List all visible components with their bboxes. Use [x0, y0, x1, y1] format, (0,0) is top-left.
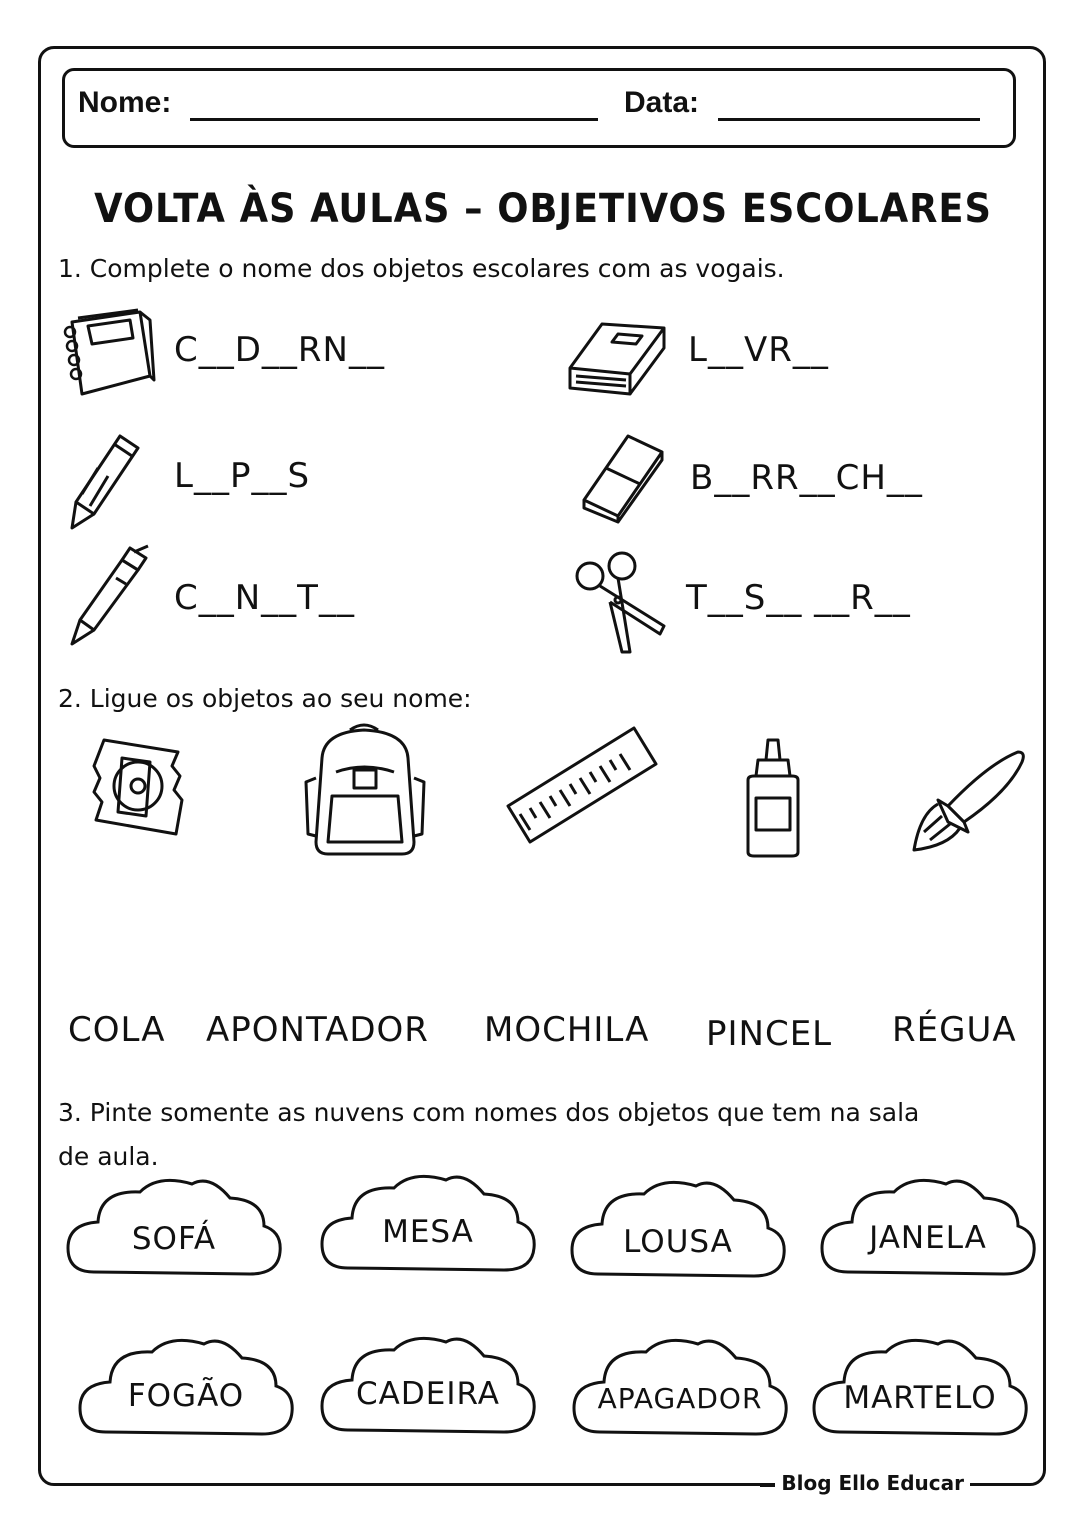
scissors-icon [572, 548, 668, 656]
cloud-martelo[interactable]: MARTELO [810, 1336, 1030, 1446]
cloud-janela[interactable]: JANELA [818, 1176, 1038, 1286]
word-notebook: C__D__RN__ [174, 330, 385, 370]
cloud-apagador[interactable]: APAGADOR [570, 1336, 790, 1446]
ruler-icon [506, 724, 658, 850]
sharpener-icon [92, 736, 188, 838]
eraser-icon [578, 430, 668, 522]
option-cola[interactable]: COLA [68, 1010, 166, 1050]
word-pen: C__N__T__ [174, 578, 355, 618]
page-title: VOLTA ÀS AULAS – OBJETIVOS ESCOLARES [94, 186, 992, 232]
book-icon [566, 320, 670, 398]
pen-icon [68, 544, 154, 648]
word-pencil: L__P__S [174, 456, 311, 496]
cloud-fogao[interactable]: FOGÃO [76, 1336, 296, 1446]
backpack-icon [302, 722, 428, 858]
question-3-prompt-line1: 3. Pinte somente as nuvens com nomes dos objetos que tem na sala [58, 1098, 920, 1127]
word-book: L__VR__ [688, 330, 829, 370]
name-field[interactable] [190, 118, 598, 121]
footer-credit: Blog Ello Educar [775, 1471, 970, 1495]
cloud-mesa[interactable]: MESA [318, 1172, 538, 1282]
date-label: Data: [624, 86, 700, 119]
option-regua[interactable]: RÉGUA [892, 1010, 1017, 1050]
header-box [62, 68, 1016, 148]
date-field[interactable] [718, 118, 980, 121]
question-3-prompt-line2: de aula. [58, 1142, 159, 1171]
option-apontador[interactable]: APONTADOR [206, 1010, 429, 1050]
cloud-sofa[interactable]: SOFÁ [64, 1176, 284, 1286]
pencil-icon [68, 432, 144, 532]
word-scissors: T__S__ __R__ [686, 578, 911, 618]
glue-icon [744, 736, 802, 860]
paintbrush-icon [908, 748, 1028, 856]
cloud-lousa[interactable]: LOUSA [568, 1178, 788, 1288]
notebook-icon [58, 308, 154, 400]
cloud-cadeira[interactable]: CADEIRA [318, 1334, 538, 1444]
question-2-prompt: 2. Ligue os objetos ao seu nome: [58, 684, 472, 713]
name-label: Nome: [78, 86, 172, 119]
option-mochila[interactable]: MOCHILA [484, 1010, 650, 1050]
word-eraser: B__RR__CH__ [690, 458, 923, 498]
option-pincel[interactable]: PINCEL [706, 1014, 833, 1054]
question-1-prompt: 1. Complete o nome dos objetos escolares com as vogais. [58, 254, 785, 283]
